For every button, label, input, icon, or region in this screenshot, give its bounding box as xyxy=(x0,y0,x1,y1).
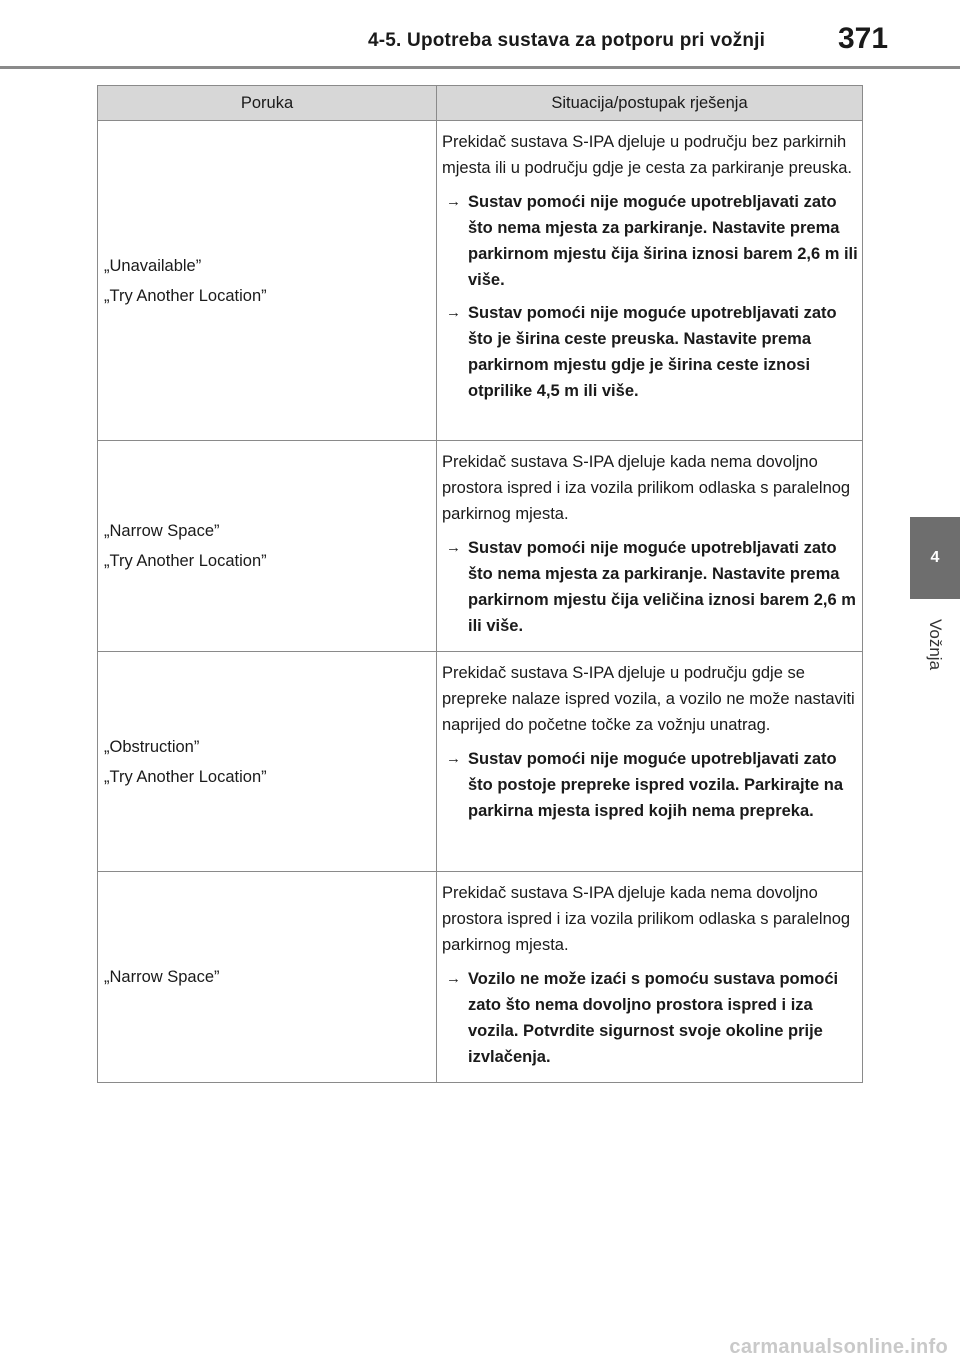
column-header-situation: Situacija/postupak rješenja xyxy=(437,86,863,121)
action-item xyxy=(442,189,858,293)
situation-text: Prekidač sustava S-IPA djeluje kada nema dovoljno prostora ispred i iza vozila prilikom odlaska s paralelnog parkirnog mjesta. xyxy=(442,884,851,954)
arrow-icon: → xyxy=(446,750,461,767)
header-divider xyxy=(0,66,960,69)
solution-cell xyxy=(437,441,863,652)
action-text: Vozilo ne može izaći s pomoću sustava pomoći zato što nema dovoljno prostora ispred i iza vozila. Potvrdite sigurnost svoje okoline prije izvlačenja. xyxy=(468,970,839,1066)
message-text: „Narrow Space” xyxy=(104,522,220,540)
chapter-number: 4 xyxy=(930,549,940,566)
page-number: 371 xyxy=(838,22,889,55)
situation-text: Prekidač sustava S-IPA djeluje u području bez parkirnih mjesta ili u području gdje je cesta za parkiranje preuska. xyxy=(442,133,852,177)
message-text: „Narrow Space” xyxy=(104,968,220,986)
message-text: „Try Another Location” xyxy=(104,767,267,786)
message-table xyxy=(97,85,863,1083)
message-text: „Unavailable” xyxy=(104,256,202,275)
chapter-label: Vožnja xyxy=(926,619,945,671)
action-text: Sustav pomoći nije moguće upotrebljavati zato što nema mjesta za parkiranje. Nastavite prema parkirnom mjestu čija širina iznosi barem 2,6 m ili više. xyxy=(468,193,858,289)
solution-cell xyxy=(437,652,863,872)
solution-cell xyxy=(437,872,863,1083)
column-header-message: Poruka xyxy=(98,86,437,121)
table-row xyxy=(98,441,863,652)
message-cell xyxy=(98,872,437,1083)
action-text: Sustav pomoći nije moguće upotrebljavati zato što nema mjesta za parkiranje. Nastavite prema parkirnom mjestu čija veličina iznosi barem 2,6 m ili više. xyxy=(468,539,856,635)
arrow-icon: → xyxy=(446,539,461,556)
section-title: 4-5. Upotreba sustava za potporu pri vožnji xyxy=(368,30,766,51)
action-text: Sustav pomoći nije moguće upotrebljavati zato što postoje prepreke ispred vozila. Parkirajte na parkirna mjesta ispred kojih nema prepreka. xyxy=(468,750,844,820)
situation-text: Prekidač sustava S-IPA djeluje u području gdje se prepreke nalaze ispred vozila, a vozilo ne može nastaviti naprijed do početne točke za vožnju unatrag. xyxy=(442,664,855,734)
arrow-icon: → xyxy=(446,304,461,321)
message-cell xyxy=(98,121,437,441)
action-item xyxy=(442,746,858,824)
message-cell xyxy=(98,441,437,652)
table-row xyxy=(98,872,863,1083)
table-header-row xyxy=(98,86,863,121)
solution-cell xyxy=(437,121,863,441)
situation-text: Prekidač sustava S-IPA djeluje kada nema dovoljno prostora ispred i iza vozila prilikom odlaska s paralelnog parkirnog mjesta. xyxy=(442,453,851,523)
table-row xyxy=(98,121,863,441)
message-text: „Try Another Location” xyxy=(104,552,267,570)
arrow-icon: → xyxy=(446,970,461,987)
action-item xyxy=(442,535,858,639)
message-cell xyxy=(98,652,437,872)
table-row xyxy=(98,652,863,872)
action-item xyxy=(442,966,858,1070)
arrow-icon: → xyxy=(446,193,461,210)
message-text: „Try Another Location” xyxy=(104,286,267,305)
watermark: carmanualsonline.info xyxy=(729,1336,948,1358)
action-text: Sustav pomoći nije moguće upotrebljavati zato što je širina ceste preuska. Nastavite prema parkirnom mjestu gdje je širina ceste iznosi otprilike 4,5 m ili više. xyxy=(468,304,837,400)
chapter-tab xyxy=(910,517,960,599)
action-item xyxy=(442,300,858,404)
message-text: „Obstruction” xyxy=(104,737,200,756)
